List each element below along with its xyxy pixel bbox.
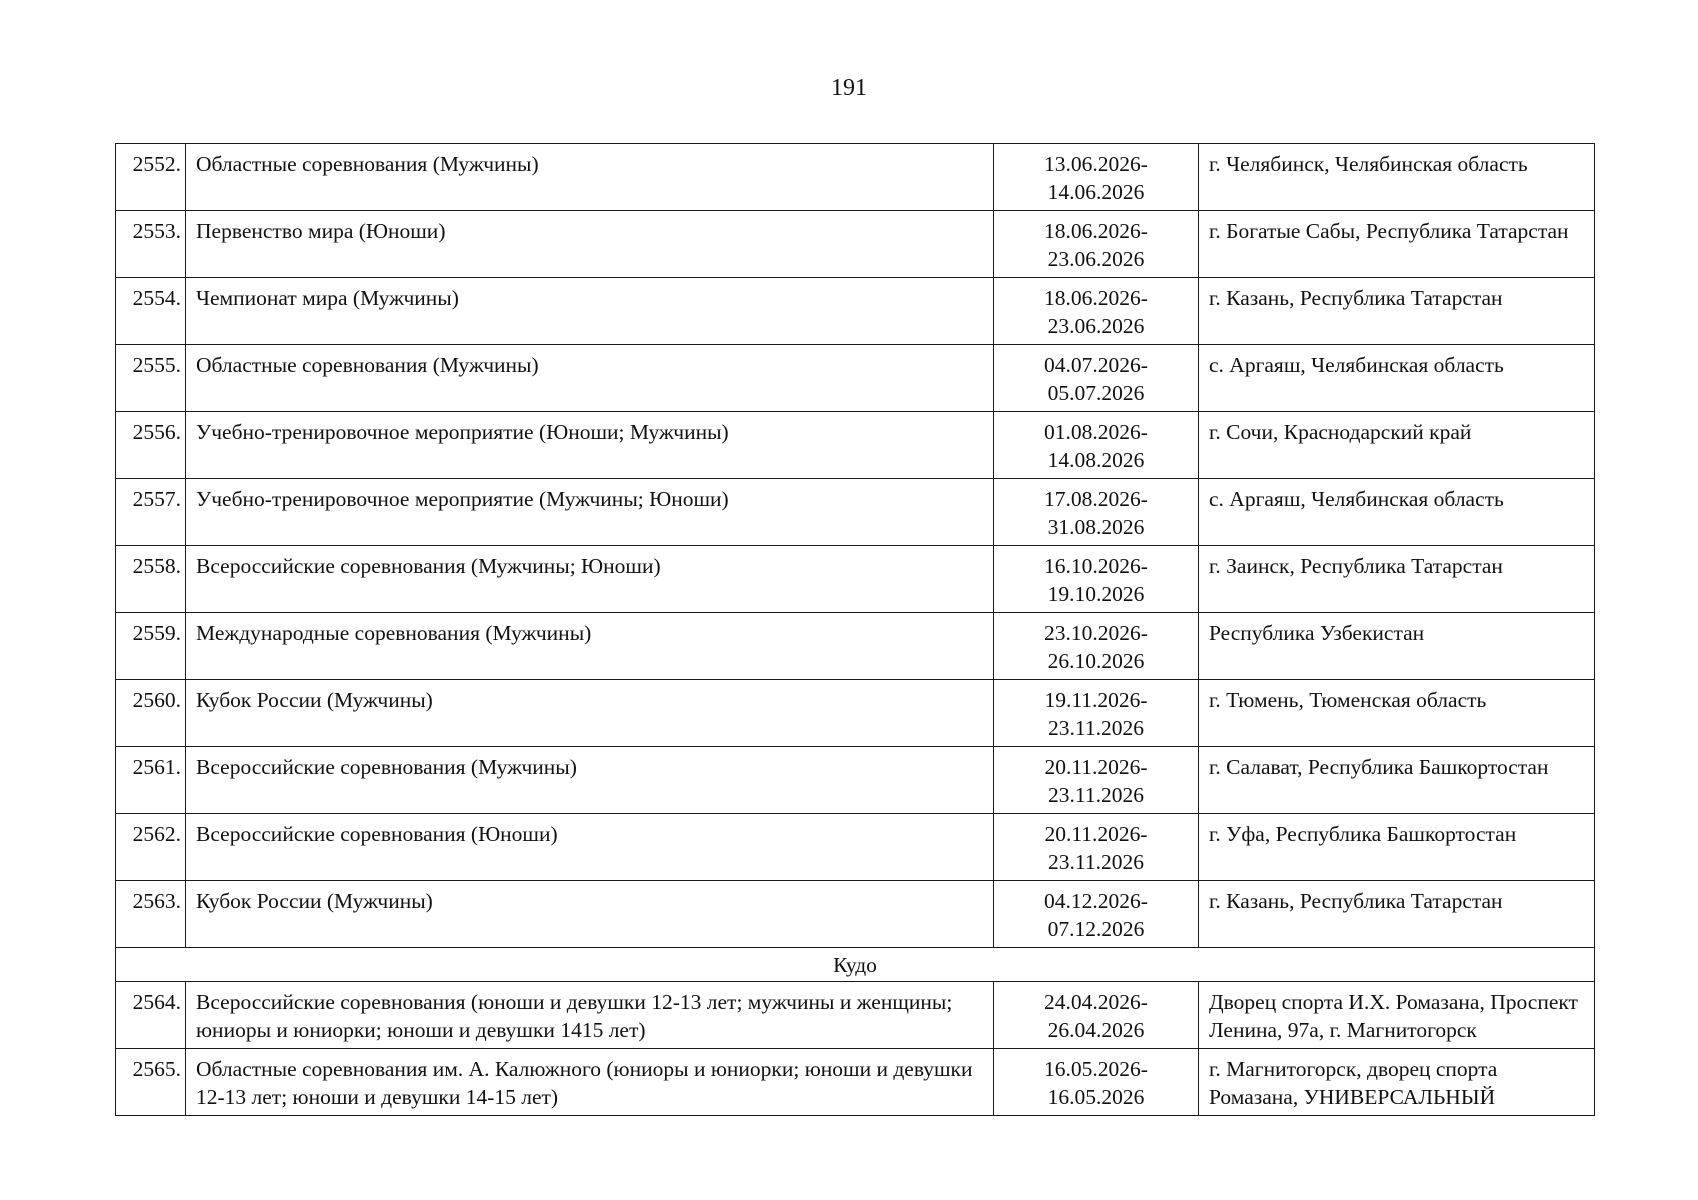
event-number: 2562. — [116, 814, 186, 881]
events-table-body — [116, 144, 1595, 1116]
event-date-to: 23.11.2026 — [1048, 850, 1144, 874]
table-row — [116, 412, 1595, 479]
event-dates — [994, 144, 1199, 211]
event-dates — [994, 747, 1199, 814]
event-place: г. Тюмень, Тюменская область — [1199, 680, 1595, 747]
event-dates — [994, 613, 1199, 680]
table-row — [116, 881, 1595, 948]
event-name: Чемпионат мира (Мужчины) — [186, 278, 994, 345]
event-date-to: 14.08.2026 — [1047, 448, 1145, 472]
event-place: г. Магнитогорск, дворец спорта Ромазана, УНИВЕРСАЛЬНЫЙ — [1199, 1049, 1595, 1116]
event-place: г. Салават, Республика Башкортостан — [1199, 747, 1595, 814]
table-row — [116, 680, 1595, 747]
event-dates — [994, 814, 1199, 881]
event-date-to: 31.08.2026 — [1047, 515, 1145, 539]
table-row — [116, 613, 1595, 680]
event-dates — [994, 479, 1199, 546]
event-date-from: 23.10.2026- — [1044, 621, 1148, 645]
event-number: 2558. — [116, 546, 186, 613]
event-name: Кубок России (Мужчины) — [186, 680, 994, 747]
event-number: 2561. — [116, 747, 186, 814]
event-date-to: 23.11.2026 — [1048, 716, 1144, 740]
event-place: Дворец спорта И.Х. Ромазана, Проспект Ленина, 97а, г. Магнитогорск — [1199, 982, 1595, 1049]
event-place: г. Сочи, Краснодарский край — [1199, 412, 1595, 479]
event-number: 2555. — [116, 345, 186, 412]
event-date-from: 04.07.2026- — [1044, 353, 1148, 377]
event-date-from: 18.06.2026- — [1044, 219, 1148, 243]
event-name: Всероссийские соревнования (Мужчины) — [186, 747, 994, 814]
event-date-to: 07.12.2026 — [1047, 917, 1145, 941]
table-row — [116, 144, 1595, 211]
event-dates — [994, 546, 1199, 613]
event-date-to: 23.06.2026 — [1047, 247, 1145, 271]
table-row — [116, 479, 1595, 546]
event-name: Первенство мира (Юноши) — [186, 211, 994, 278]
table-row — [116, 982, 1595, 1049]
event-date-to: 26.10.2026 — [1047, 649, 1145, 673]
event-name: Областные соревнования им. А. Калюжного (юниоры и юниорки; юноши и девушки 12-13 лет; юноши и девушки 14-15 лет) — [186, 1049, 994, 1116]
table-row — [116, 345, 1595, 412]
event-date-from: 20.11.2026- — [1044, 822, 1148, 846]
event-date-to: 23.06.2026 — [1047, 314, 1145, 338]
events-table — [115, 143, 1595, 1116]
event-date-from: 01.08.2026- — [1044, 420, 1148, 444]
event-dates — [994, 211, 1199, 278]
event-dates — [994, 680, 1199, 747]
event-date-from: 13.06.2026- — [1044, 152, 1148, 176]
event-number: 2560. — [116, 680, 186, 747]
event-place: г. Богатые Сабы, Республика Татарстан — [1199, 211, 1595, 278]
section-row — [116, 948, 1595, 982]
event-dates — [994, 1049, 1199, 1116]
event-date-to: 23.11.2026 — [1048, 783, 1144, 807]
event-place: Республика Узбекистан — [1199, 613, 1595, 680]
event-dates — [994, 345, 1199, 412]
event-number: 2565. — [116, 1049, 186, 1116]
event-date-to: 16.05.2026 — [1047, 1085, 1145, 1109]
event-name: Всероссийские соревнования (Юноши) — [186, 814, 994, 881]
event-number: 2553. — [116, 211, 186, 278]
event-date-to: 26.04.2026 — [1047, 1018, 1145, 1042]
event-dates — [994, 881, 1199, 948]
table-row — [116, 747, 1595, 814]
event-place: г. Казань, Республика Татарстан — [1199, 278, 1595, 345]
event-number: 2557. — [116, 479, 186, 546]
event-number: 2564. — [116, 982, 186, 1049]
event-name: Областные соревнования (Мужчины) — [186, 345, 994, 412]
event-name: Кубок России (Мужчины) — [186, 881, 994, 948]
event-date-to: 19.10.2026 — [1047, 582, 1145, 606]
event-dates — [994, 278, 1199, 345]
event-date-to: 05.07.2026 — [1047, 381, 1145, 405]
event-date-from: 18.06.2026- — [1044, 286, 1148, 310]
event-date-to: 14.06.2026 — [1047, 180, 1145, 204]
event-number: 2563. — [116, 881, 186, 948]
event-date-from: 24.04.2026- — [1044, 990, 1148, 1014]
event-name: Областные соревнования (Мужчины) — [186, 144, 994, 211]
event-number: 2554. — [116, 278, 186, 345]
event-name: Международные соревнования (Мужчины) — [186, 613, 994, 680]
table-row — [116, 546, 1595, 613]
event-place: с. Аргаяш, Челябинская область — [1199, 479, 1595, 546]
event-number: 2552. — [116, 144, 186, 211]
event-place: г. Заинск, Республика Татарстан — [1199, 546, 1595, 613]
table-row — [116, 278, 1595, 345]
event-date-from: 19.11.2026- — [1044, 688, 1148, 712]
event-dates — [994, 412, 1199, 479]
table-row — [116, 211, 1595, 278]
event-dates — [994, 982, 1199, 1049]
event-date-from: 16.05.2026- — [1044, 1057, 1148, 1081]
event-name: Учебно-тренировочное мероприятие (Юноши; Мужчины) — [186, 412, 994, 479]
event-place: г. Казань, Республика Татарстан — [1199, 881, 1595, 948]
event-place: г. Челябинск, Челябинская область — [1199, 144, 1595, 211]
event-name: Всероссийские соревнования (Мужчины; Юноши) — [186, 546, 994, 613]
page-number: 191 — [831, 75, 867, 101]
section-title: Кудо — [116, 948, 1595, 982]
event-place: г. Уфа, Республика Башкортостан — [1199, 814, 1595, 881]
table-row — [116, 814, 1595, 881]
event-name: Учебно-тренировочное мероприятие (Мужчины; Юноши) — [186, 479, 994, 546]
event-place: с. Аргаяш, Челябинская область — [1199, 345, 1595, 412]
event-name: Всероссийские соревнования (юноши и девушки 12-13 лет; мужчины и женщины; юниоры и юниорки; юноши и девушки 1415 лет) — [186, 982, 994, 1049]
event-date-from: 04.12.2026- — [1044, 889, 1148, 913]
event-date-from: 20.11.2026- — [1044, 755, 1148, 779]
event-date-from: 17.08.2026- — [1044, 487, 1148, 511]
event-number: 2559. — [116, 613, 186, 680]
event-number: 2556. — [116, 412, 186, 479]
table-row — [116, 1049, 1595, 1116]
event-date-from: 16.10.2026- — [1044, 554, 1148, 578]
